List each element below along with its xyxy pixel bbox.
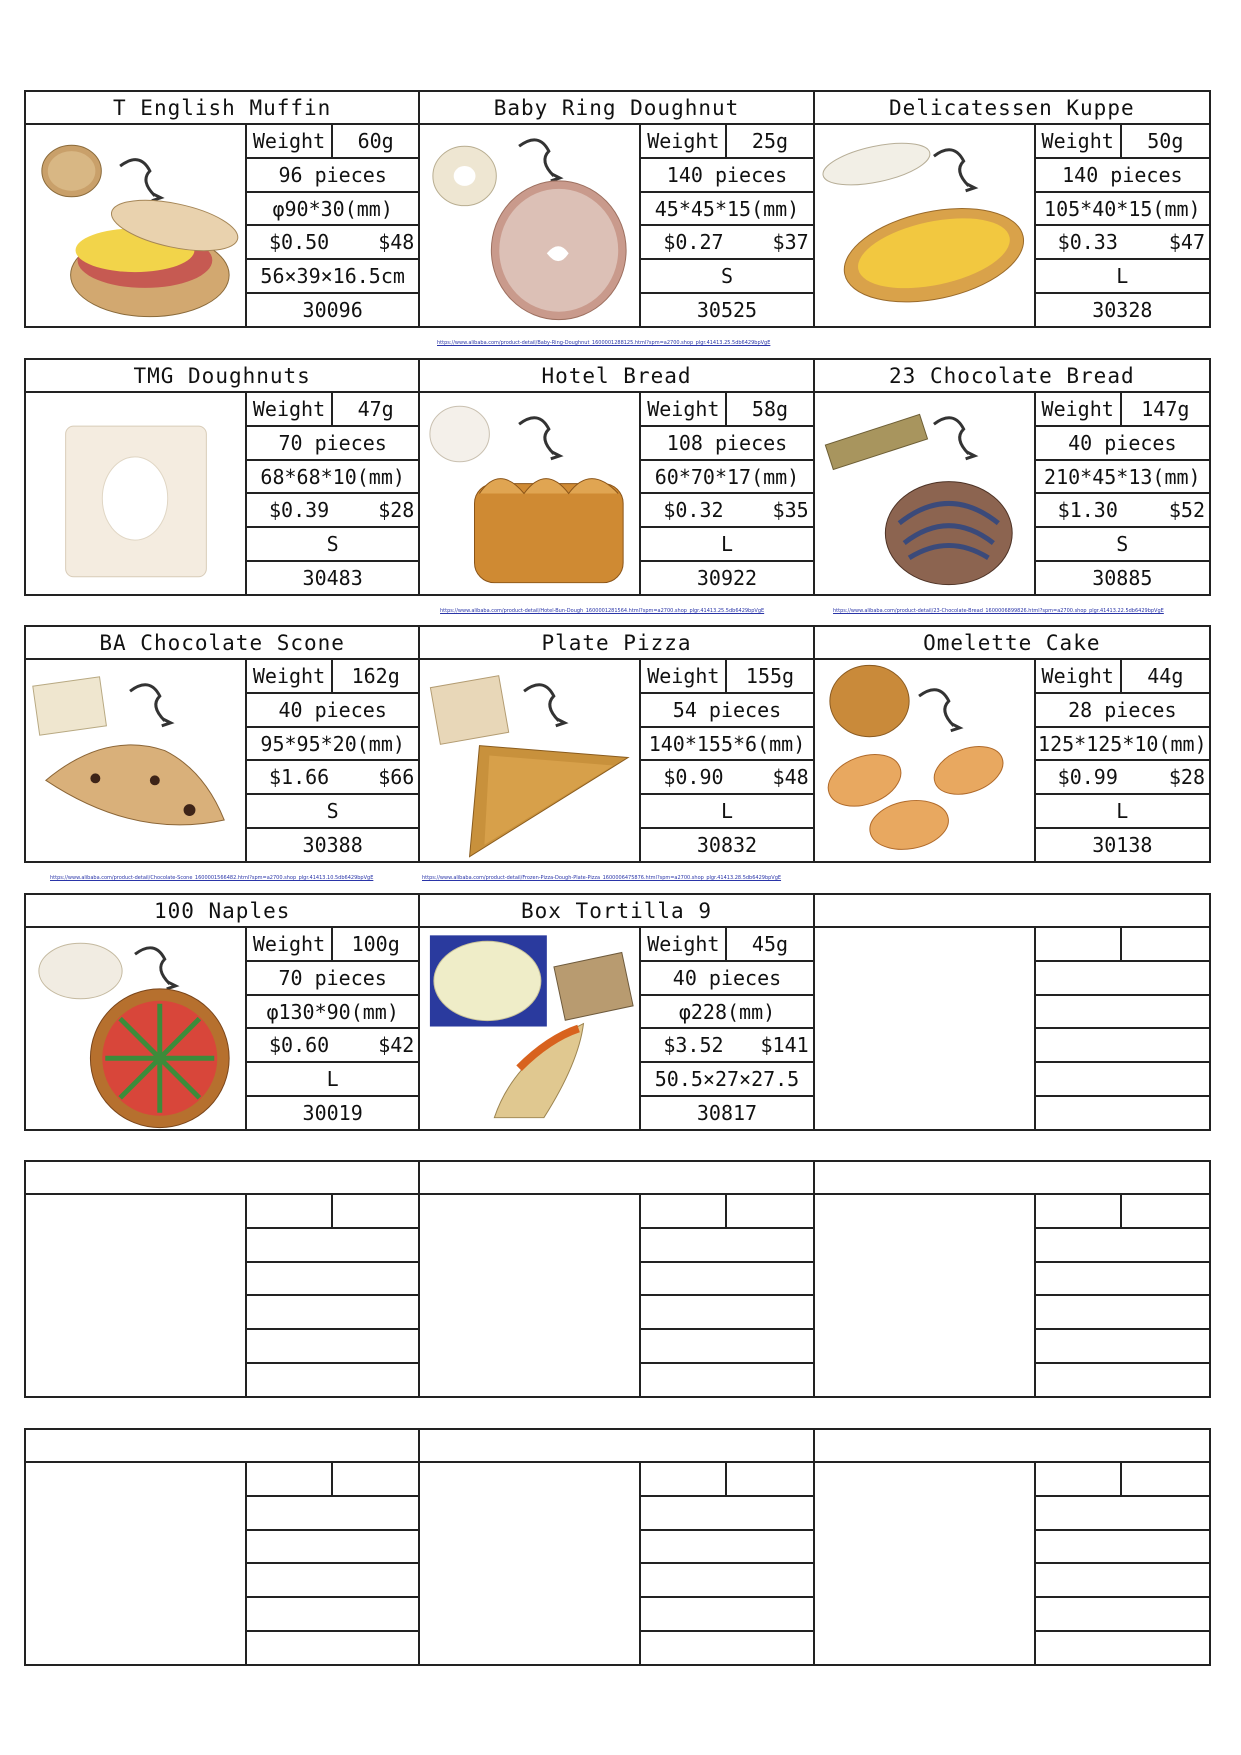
product-row-2 (24, 358, 1211, 596)
unit-price: $0.90 (663, 765, 724, 790)
unit-price: $1.30 (1057, 498, 1118, 523)
empty-cell (247, 1296, 418, 1330)
size: 125*125*10(mm) (1036, 728, 1209, 762)
empty-image (815, 928, 1036, 1129)
product-code: 30817 (696, 1101, 758, 1126)
empty-cell (247, 1497, 418, 1531)
size: 105*40*15(mm) (1036, 193, 1209, 227)
pieces: 70 pieces (247, 427, 418, 461)
empty-title (26, 1162, 418, 1195)
weight-label: Weight (247, 928, 333, 960)
total-price: $48 (772, 765, 809, 790)
size: φ228(mm) (641, 996, 812, 1030)
weight-value: 47g (357, 396, 394, 421)
product-card (815, 627, 1209, 861)
product-name: T English Muffin (26, 92, 418, 125)
empty-cell (1036, 1229, 1209, 1263)
empty-cell (641, 1195, 727, 1227)
empty-row-5 (24, 1160, 1211, 1398)
weight-value: 58g (751, 396, 789, 421)
total-price: $66 (378, 765, 415, 790)
unit-price: $3.52 (663, 1033, 724, 1058)
product-code: 30328 (1092, 298, 1153, 323)
product-card (815, 92, 1209, 326)
product-code: 30096 (302, 298, 363, 323)
pieces: 40 pieces (641, 962, 812, 996)
empty-cell (247, 1330, 418, 1364)
product-link[interactable]: https://www.alibaba.com/product-detail/Hotel-Bun-Dough_1600001281564.html?spm=a2700.shop_plgr.41413.25.5db6429bpVgE (440, 608, 765, 614)
empty-image (420, 1463, 641, 1664)
grade: L (641, 795, 812, 829)
total-price: $37 (772, 230, 809, 255)
product-card (420, 360, 814, 594)
product-card (420, 895, 814, 1129)
product-link[interactable]: https://www.alibaba.com/product-detail/Frozen-Pizza-Dough-Plate-Pizza_1600006475876.html?spm=a2700.shop_plgr.41413.28.5db6429bpVgE (422, 875, 782, 881)
empty-card (815, 1162, 1209, 1396)
pieces: 108 pieces (641, 427, 812, 461)
empty-cell (1036, 1296, 1209, 1330)
weight-label: Weight (247, 660, 333, 692)
unit-price: $0.60 (269, 1033, 330, 1058)
weight-value: 162g (351, 663, 400, 688)
total-price: $141 (760, 1033, 809, 1058)
pieces: 28 pieces (1036, 694, 1209, 728)
size: 95*95*20(mm) (247, 728, 418, 762)
empty-cell (641, 1497, 812, 1531)
empty-row-6 (24, 1428, 1211, 1666)
empty-image (26, 1195, 247, 1396)
english-muffin-image (26, 125, 247, 326)
size: φ130*90(mm) (247, 996, 418, 1030)
weight-value: 147g (1141, 396, 1190, 421)
weight-label: Weight (641, 928, 727, 960)
product-row-1 (24, 90, 1211, 328)
empty-cell (641, 1296, 812, 1330)
unit-price: $1.66 (269, 765, 330, 790)
pieces: 70 pieces (247, 962, 418, 996)
empty-image (26, 1463, 247, 1664)
weight-label: Weight (1036, 660, 1122, 692)
empty-cell (1036, 1097, 1209, 1129)
total-price: $35 (772, 498, 809, 523)
empty-card (420, 1430, 814, 1664)
empty-image (815, 1463, 1036, 1664)
grade: S (641, 260, 812, 294)
empty-cell (247, 1564, 418, 1598)
product-card (26, 360, 420, 594)
empty-cell (247, 1463, 333, 1495)
grade: L (641, 528, 812, 562)
product-link[interactable]: https://www.alibaba.com/product-detail/23-Chocolate-Bread_1600006899826.html?spm=a2700.shop_plgr.41413.22.5db6429bpVgE (833, 608, 1164, 614)
unit-price: $0.50 (269, 230, 330, 255)
product-name: TMG Doughnuts (26, 360, 418, 393)
product-name: Hotel Bread (420, 360, 812, 393)
empty-cell (641, 1598, 812, 1632)
pieces: 96 pieces (247, 159, 418, 193)
product-code: 30885 (1092, 566, 1153, 591)
empty-cell (1036, 1497, 1209, 1531)
product-row-3 (24, 625, 1211, 863)
product-code: 30019 (302, 1101, 363, 1126)
weight-label: Weight (641, 393, 727, 425)
product-name: 23 Chocolate Bread (815, 360, 1209, 393)
empty-card (815, 895, 1209, 1129)
product-name: Baby Ring Doughnut (420, 92, 812, 125)
empty-cell (641, 1564, 812, 1598)
product-name: Box Tortilla 9 (420, 895, 812, 928)
empty-title (420, 1430, 812, 1463)
empty-cell (641, 1330, 812, 1364)
grade: S (247, 528, 418, 562)
empty-cell (1036, 962, 1209, 996)
weight-value: 45g (751, 931, 789, 956)
empty-cell (1036, 1632, 1209, 1664)
kuppe-image (815, 125, 1036, 326)
unit-price: $0.99 (1057, 765, 1118, 790)
product-code: 30388 (302, 833, 363, 858)
empty-title (420, 1162, 812, 1195)
total-price: $48 (378, 230, 415, 255)
empty-cell (247, 1195, 333, 1227)
hotel-bread-image (420, 393, 641, 594)
empty-cell (1036, 1029, 1209, 1063)
total-price: $47 (1168, 230, 1205, 255)
pieces: 40 pieces (247, 694, 418, 728)
empty-image (420, 1195, 641, 1396)
grade: 56×39×16.5cm (247, 260, 418, 294)
empty-cell (247, 1229, 418, 1263)
empty-cell (247, 1632, 418, 1664)
weight-value: 50g (1147, 128, 1184, 153)
product-card (26, 895, 420, 1129)
weight-label: Weight (1036, 125, 1122, 157)
unit-price: $0.39 (269, 498, 330, 523)
empty-cell (247, 1531, 418, 1565)
empty-cell (1036, 1330, 1209, 1364)
omelette-cake-image (815, 660, 1036, 861)
pieces: 140 pieces (641, 159, 812, 193)
empty-cell (247, 1263, 418, 1297)
empty-card (26, 1430, 420, 1664)
empty-title (815, 895, 1209, 928)
size: 60*70*17(mm) (641, 461, 812, 495)
pieces: 54 pieces (641, 694, 812, 728)
total-price: $42 (378, 1033, 415, 1058)
size: 45*45*15(mm) (641, 193, 812, 227)
unit-price: $0.32 (663, 498, 724, 523)
empty-cell (641, 1364, 812, 1396)
empty-card (420, 1162, 814, 1396)
empty-cell (1036, 1195, 1122, 1227)
tortilla-image (420, 928, 641, 1129)
size: 68*68*10(mm) (247, 461, 418, 495)
empty-cell (247, 1364, 418, 1396)
weight-value: 155g (745, 663, 795, 688)
empty-cell (641, 1229, 812, 1263)
grade: L (1036, 260, 1209, 294)
product-name: BA Chocolate Scone (26, 627, 418, 660)
square-dough-image (26, 393, 247, 594)
product-code: 30922 (696, 566, 758, 591)
empty-title (815, 1430, 1209, 1463)
empty-card (26, 1162, 420, 1396)
product-code: 30483 (302, 566, 363, 591)
empty-cell (1036, 1364, 1209, 1396)
product-code: 30832 (696, 833, 758, 858)
weight-value: 100g (351, 931, 400, 956)
empty-cell (641, 1632, 812, 1664)
empty-title (815, 1162, 1209, 1195)
empty-cell (641, 1531, 812, 1565)
empty-image (815, 1195, 1036, 1396)
pizza-round-image (26, 928, 247, 1129)
product-name: Plate Pizza (420, 627, 812, 660)
product-name: Delicatessen Kuppe (815, 92, 1209, 125)
weight-label: Weight (641, 660, 727, 692)
pieces: 40 pieces (1036, 427, 1209, 461)
total-price: $28 (1168, 765, 1205, 790)
size: φ90*30(mm) (247, 193, 418, 227)
grade: L (1036, 795, 1209, 829)
size: 140*155*6(mm) (641, 728, 812, 762)
product-name: 100 Naples (26, 895, 418, 928)
empty-cell (247, 1598, 418, 1632)
weight-value: 25g (751, 128, 789, 153)
empty-card (815, 1430, 1209, 1664)
empty-cell (1036, 928, 1122, 960)
product-link[interactable]: https://www.alibaba.com/product-detail/Baby-Ring-Doughnut_1600001288125.html?spm=a2700.shop_plgr.41413.25.5db6429bpVgE (437, 340, 771, 346)
empty-cell (1036, 1063, 1209, 1097)
weight-value: 60g (357, 128, 394, 153)
product-name: Omelette Cake (815, 627, 1209, 660)
weight-label: Weight (247, 125, 333, 157)
product-card (26, 92, 420, 326)
product-row-4 (24, 893, 1211, 1131)
weight-label: Weight (247, 393, 333, 425)
product-card (420, 92, 814, 326)
empty-cell (1036, 996, 1209, 1030)
chocolate-bread-image (815, 393, 1036, 594)
total-price: $52 (1168, 498, 1205, 523)
weight-label: Weight (641, 125, 727, 157)
grade: 50.5×27×27.5 (641, 1063, 812, 1097)
grade: L (247, 1063, 418, 1097)
size: 210*45*13(mm) (1036, 461, 1209, 495)
product-card (815, 360, 1209, 594)
product-code: 30525 (696, 298, 758, 323)
empty-cell (641, 1263, 812, 1297)
unit-price: $0.33 (1057, 230, 1118, 255)
pizza-slice-image (420, 660, 641, 861)
product-code: 30138 (1092, 833, 1153, 858)
grade: S (247, 795, 418, 829)
empty-title (26, 1430, 418, 1463)
weight-label: Weight (1036, 393, 1122, 425)
weight-value: 44g (1147, 663, 1184, 688)
product-card (420, 627, 814, 861)
product-link[interactable]: https://www.alibaba.com/product-detail/Chocolate-Scone_1600001566482.html?spm=a2700.shop_plgr.41413.10.5db6429bpVgE (50, 875, 374, 881)
total-price: $28 (378, 498, 415, 523)
unit-price: $0.27 (663, 230, 724, 255)
empty-cell (1036, 1263, 1209, 1297)
ring-doughnut-image (420, 125, 641, 326)
empty-cell (1036, 1463, 1122, 1495)
scone-image (26, 660, 247, 861)
product-card (26, 627, 420, 861)
empty-cell (1036, 1531, 1209, 1565)
empty-cell (1036, 1564, 1209, 1598)
grade: S (1036, 528, 1209, 562)
empty-cell (641, 1463, 727, 1495)
pieces: 140 pieces (1036, 159, 1209, 193)
empty-cell (1036, 1598, 1209, 1632)
